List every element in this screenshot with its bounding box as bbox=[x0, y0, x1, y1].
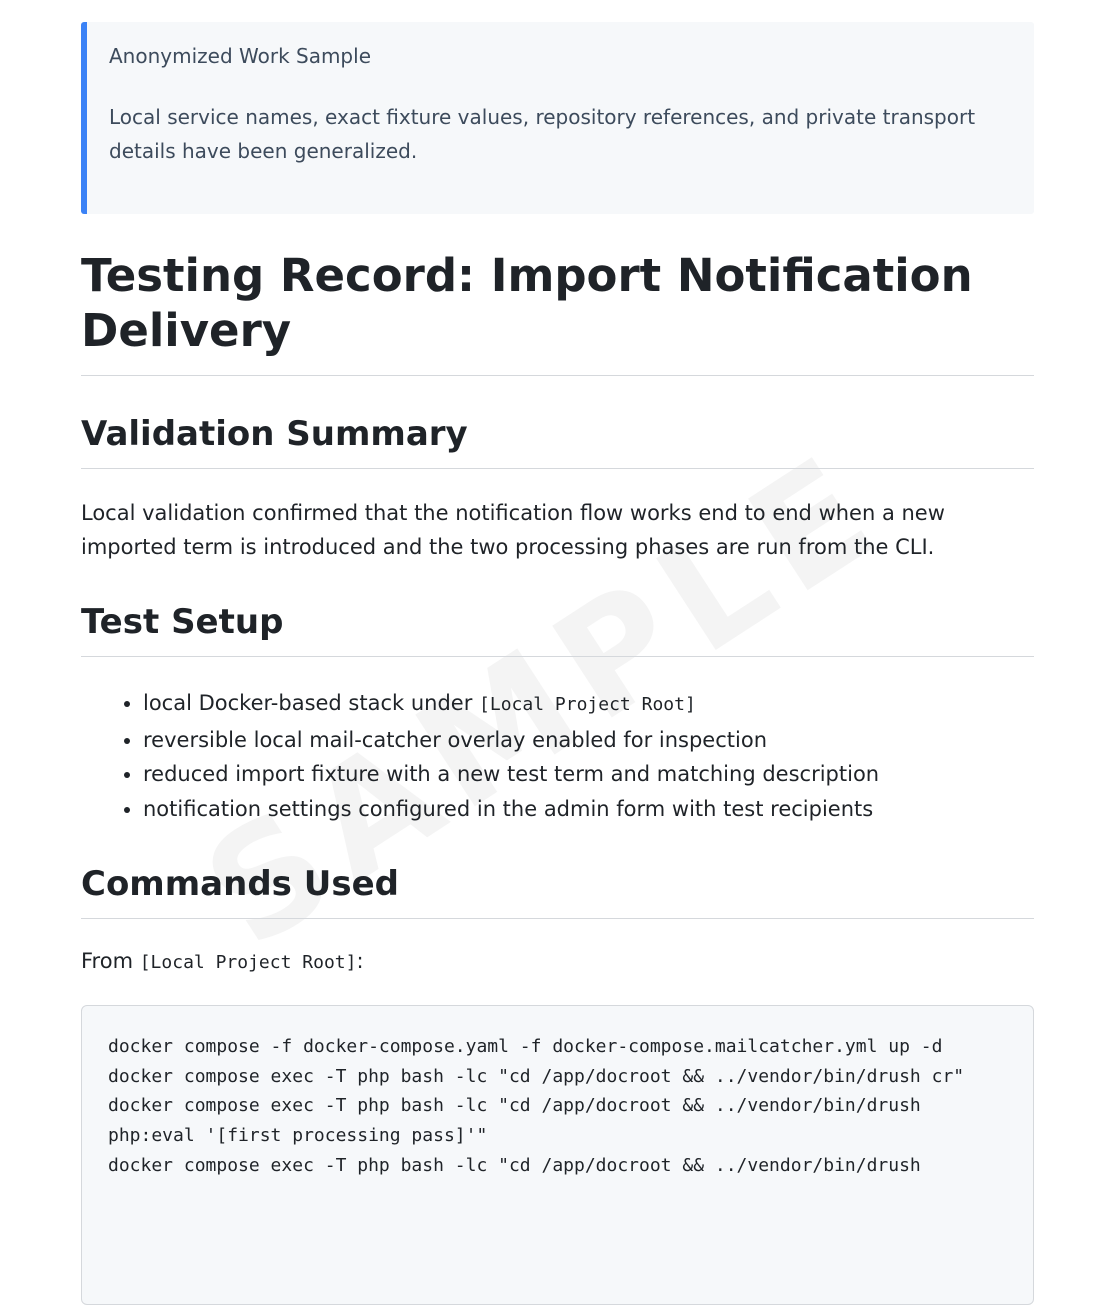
list-item bbox=[143, 757, 1034, 792]
list-item bbox=[143, 686, 1034, 723]
commands-used-heading: Commands Used bbox=[81, 862, 1034, 919]
list-item-text: notification settings configured in the admin form with test recipients bbox=[143, 796, 874, 821]
commands-from-line bbox=[81, 944, 1034, 980]
code-line: docker compose exec -T php bash -lc "cd /app/docroot && ../vendor/bin/drush bbox=[108, 1154, 921, 1176]
notice-title: Anonymized Work Sample bbox=[109, 44, 371, 68]
code-block bbox=[81, 1005, 1034, 1305]
list-item bbox=[143, 723, 1034, 758]
from-suffix: : bbox=[356, 949, 364, 973]
notice-text: Local service names, exact fixture values, repository references, and private transport details have been generalized. bbox=[109, 105, 976, 163]
anonymization-notice bbox=[81, 22, 1034, 214]
validation-summary-text: Local validation confirmed that the notification flow works end to end when a new imported term is introduced and the two processing phases are run from the CLI. bbox=[81, 501, 945, 559]
test-setup-heading: Test Setup bbox=[81, 600, 1034, 657]
test-setup-list bbox=[81, 686, 1034, 826]
document-content bbox=[81, 22, 1034, 1305]
code-line: docker compose exec -T php bash -lc "cd /app/docroot && ../vendor/bin/drush cr" bbox=[108, 1065, 965, 1087]
inline-code: [Local Project Root] bbox=[139, 952, 357, 973]
validation-summary-heading: Validation Summary bbox=[81, 412, 1034, 469]
code-line: php:eval '[first processing pass]'" bbox=[108, 1125, 488, 1147]
from-label: From bbox=[81, 949, 140, 973]
list-item-text: reversible local mail-catcher overlay enabled for inspection bbox=[143, 727, 768, 752]
list-item bbox=[143, 792, 1034, 827]
page-title: Testing Record: Import Notification Delivery bbox=[81, 248, 1034, 376]
inline-code: [Local Project Root] bbox=[479, 694, 696, 715]
code-line: docker compose exec -T php bash -lc "cd /app/docroot && ../vendor/bin/drush bbox=[108, 1095, 921, 1117]
list-item-text: local Docker-based stack under bbox=[143, 691, 480, 715]
code-line: docker compose -f docker-compose.yaml -f docker-compose.mailcatcher.yml up -d bbox=[108, 1036, 943, 1057]
list-item-text: reduced import fixture with a new test term and matching description bbox=[143, 762, 880, 786]
